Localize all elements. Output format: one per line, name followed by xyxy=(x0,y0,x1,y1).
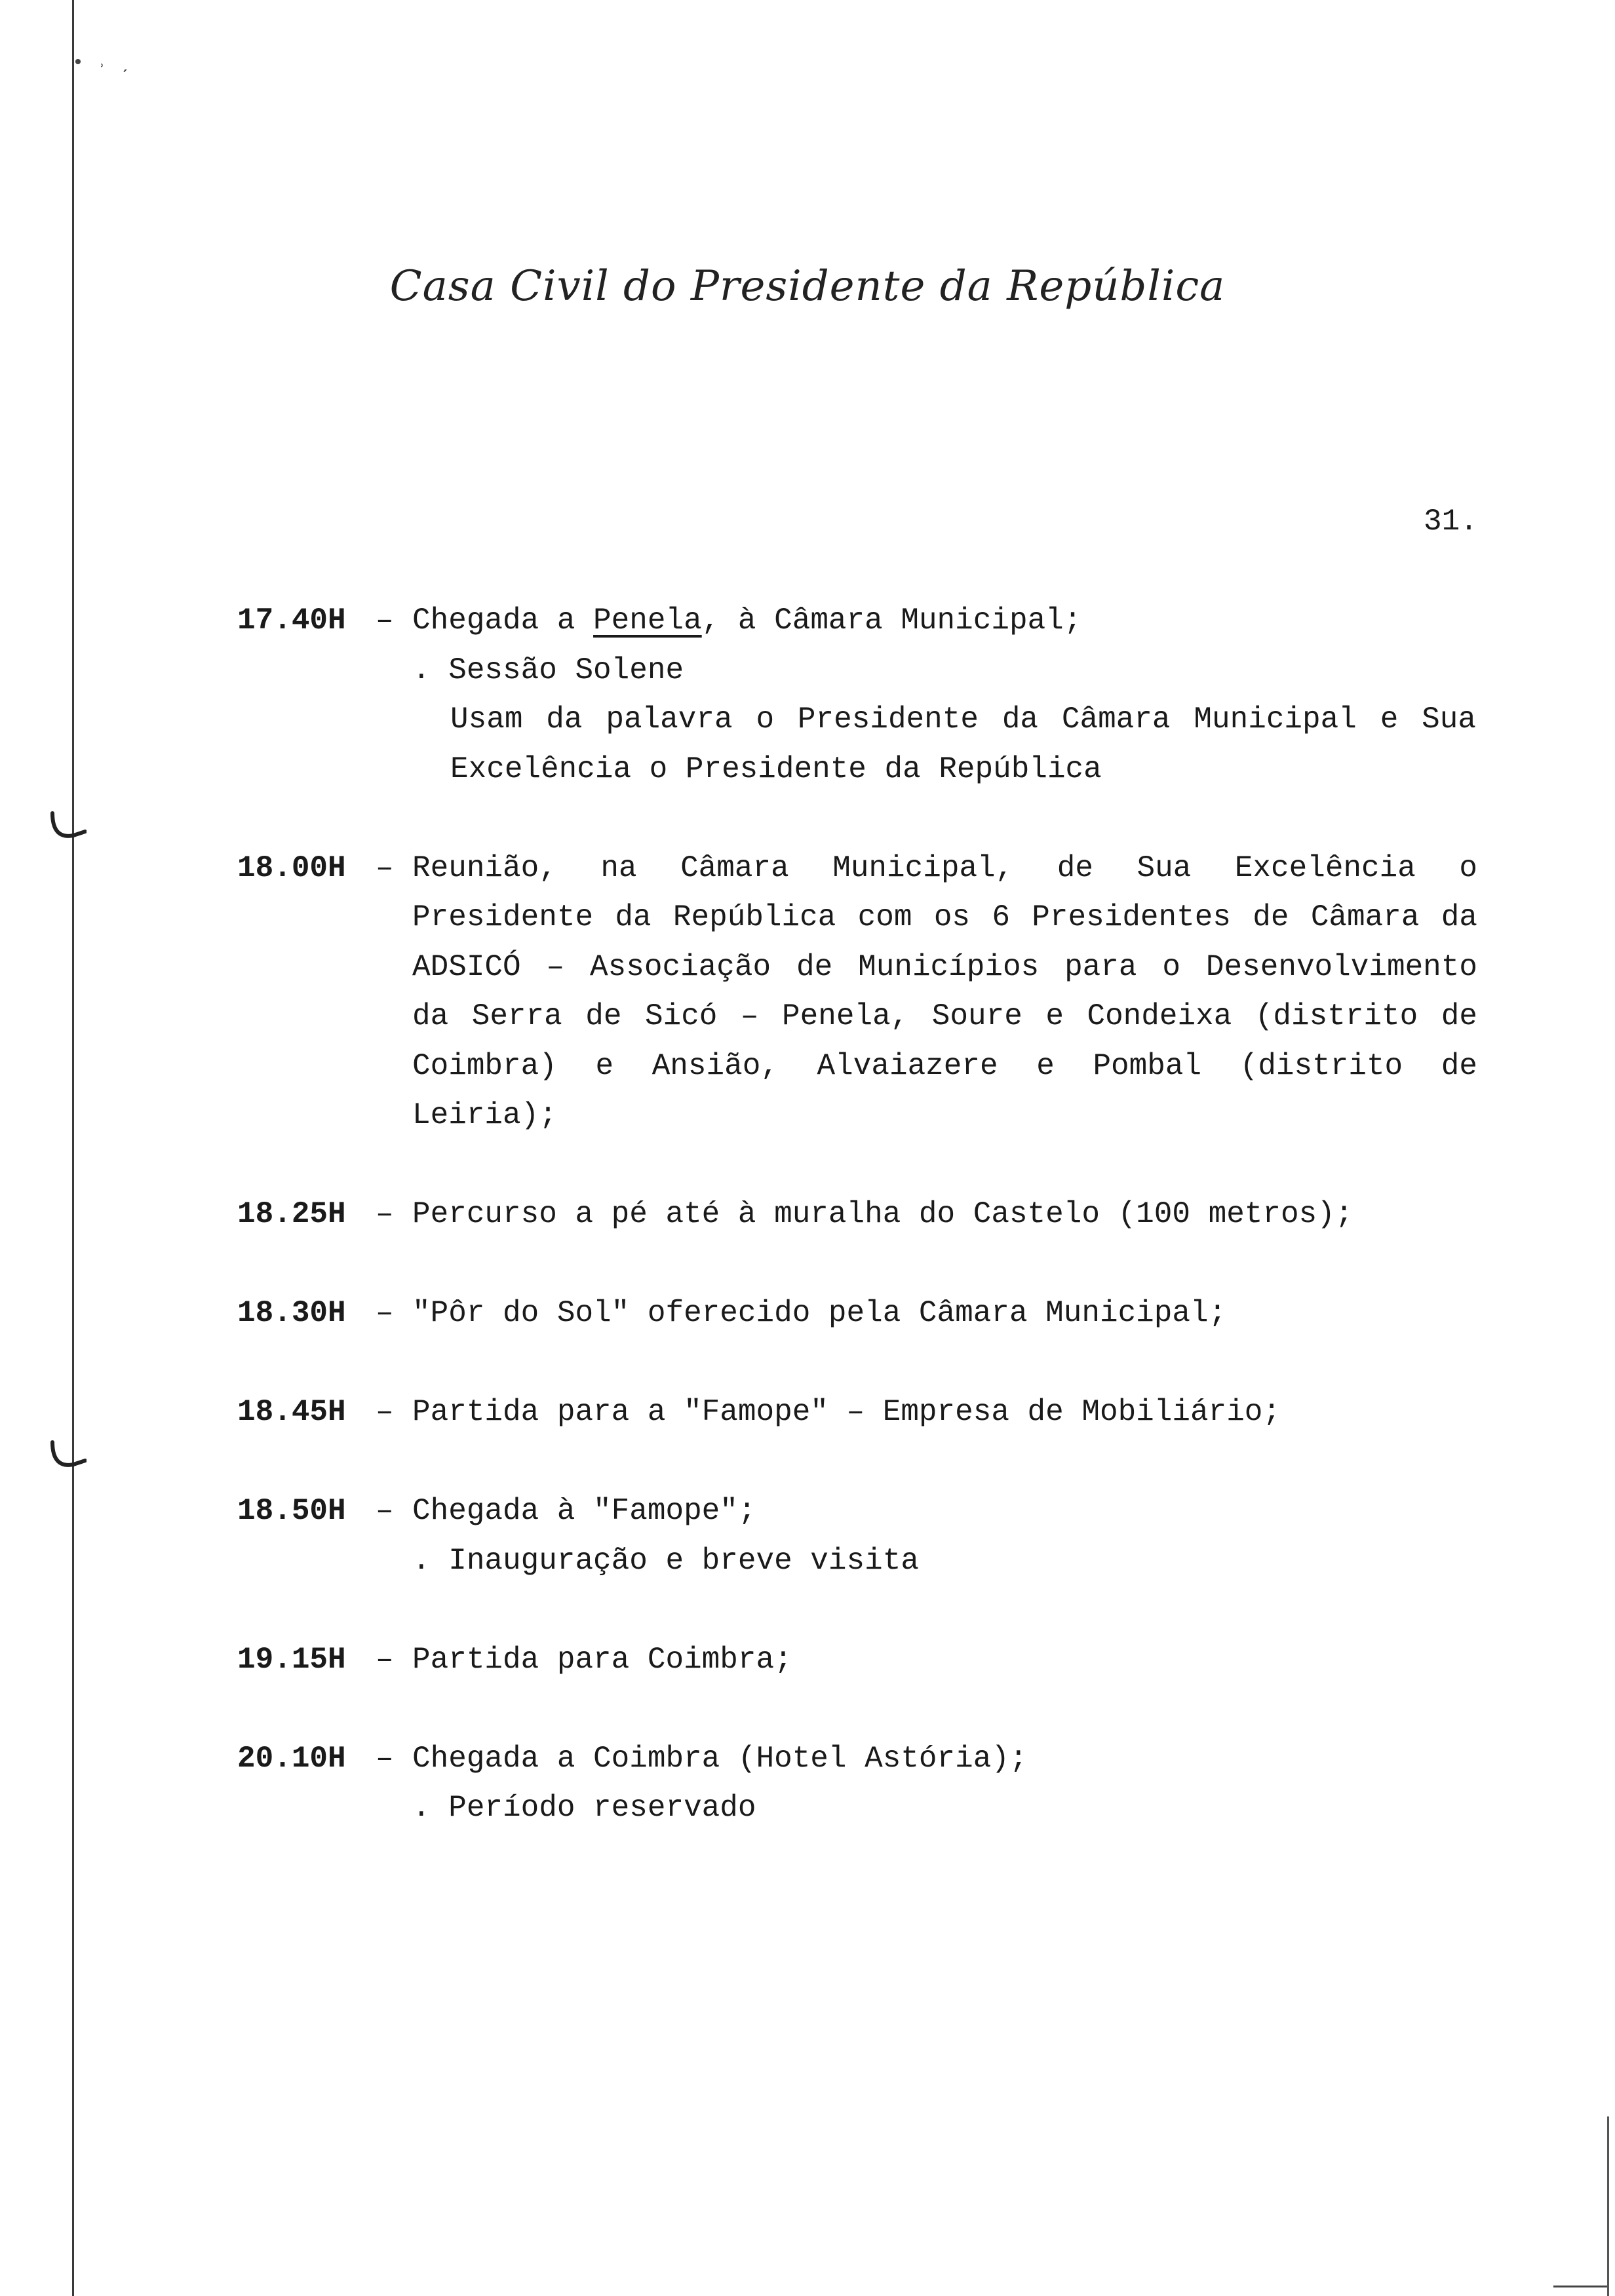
entry-content: Percurso a pé até à muralha do Castelo (100 metros); xyxy=(412,1197,1353,1231)
entry-subitem: . Período reservado xyxy=(412,1791,756,1825)
entry-subitem: . Inauguração e breve visita xyxy=(412,1543,919,1578)
schedule-entry xyxy=(237,1636,1483,1685)
entry-time: 17.40H xyxy=(237,603,346,638)
entry-dash: – xyxy=(376,851,394,885)
schedule-entry xyxy=(237,596,1483,794)
binding-hook-icon xyxy=(47,1438,87,1478)
page-number: 31. xyxy=(1424,505,1478,539)
edge-mark xyxy=(1553,2286,1607,2287)
binding-hook-icon xyxy=(47,809,87,849)
schedule-entry xyxy=(237,1487,1483,1586)
entry-content xyxy=(412,596,1483,794)
entry-dash: – xyxy=(376,1296,394,1330)
entry-lead xyxy=(412,596,1483,646)
entry-content: Partida para a "Famope" – Empresa de Mobiliário; xyxy=(412,1395,1281,1429)
entry-content xyxy=(412,1734,1483,1833)
entry-dash: – xyxy=(376,1395,394,1429)
schedule-entry xyxy=(237,1190,1483,1240)
schedule-entry xyxy=(237,1388,1483,1438)
lead-text: Chegada a xyxy=(412,603,594,638)
edge-mark xyxy=(1607,2116,1609,2296)
schedule xyxy=(237,596,1483,1883)
entry-content xyxy=(412,1487,1483,1586)
entry-subitem: . Sessão Solene xyxy=(412,653,684,687)
schedule-entry xyxy=(237,1734,1483,1833)
underlined-place: Penela xyxy=(593,603,702,638)
entry-time: 19.15H xyxy=(237,1642,346,1677)
lead-text: , à Câmara Municipal; xyxy=(701,603,1082,638)
entry-time: 18.25H xyxy=(237,1197,346,1231)
entry-content: "Pôr do Sol" oferecido pela Câmara Municipal; xyxy=(412,1296,1227,1330)
entry-dash: – xyxy=(376,1197,394,1231)
corner-marks: • ˒ ˏ xyxy=(72,52,132,75)
entry-lead: Chegada a Coimbra (Hotel Astória); xyxy=(412,1741,1028,1776)
entry-time: 20.10H xyxy=(237,1741,346,1776)
schedule-entry xyxy=(237,844,1483,1141)
entry-dash: – xyxy=(376,1494,394,1528)
entry-lead: Chegada à "Famope"; xyxy=(412,1494,756,1528)
entry-subitem-detail: Usam da palavra o Presidente da Câmara Municipal e Sua Excelência o Presidente da República xyxy=(450,702,1476,786)
entry-time: 18.30H xyxy=(237,1296,346,1330)
entry-time: 18.50H xyxy=(237,1494,346,1528)
entry-content: Reunião, na Câmara Municipal, de Sua Excelência o Presidente da República com os 6 Presidentes de Câmara da ADSICÓ – Associação de Municípios para o Desenvolvimento da Serra de Sicó – Penela, Soure e Condeixa (distrito de Coimbra) e Ansião, Alvaiazere e Pombal (distrito de Leiria); xyxy=(412,851,1477,1132)
binding-line xyxy=(72,0,74,2296)
entry-dash: – xyxy=(376,603,394,638)
entry-content: Partida para Coimbra; xyxy=(412,1642,792,1677)
entry-time: 18.45H xyxy=(237,1395,346,1429)
letterhead: Casa Civil do Presidente da República xyxy=(389,262,1226,311)
entry-time: 18.00H xyxy=(237,851,346,885)
schedule-entry xyxy=(237,1289,1483,1339)
entry-dash: – xyxy=(376,1642,394,1677)
entry-dash: – xyxy=(376,1741,394,1776)
